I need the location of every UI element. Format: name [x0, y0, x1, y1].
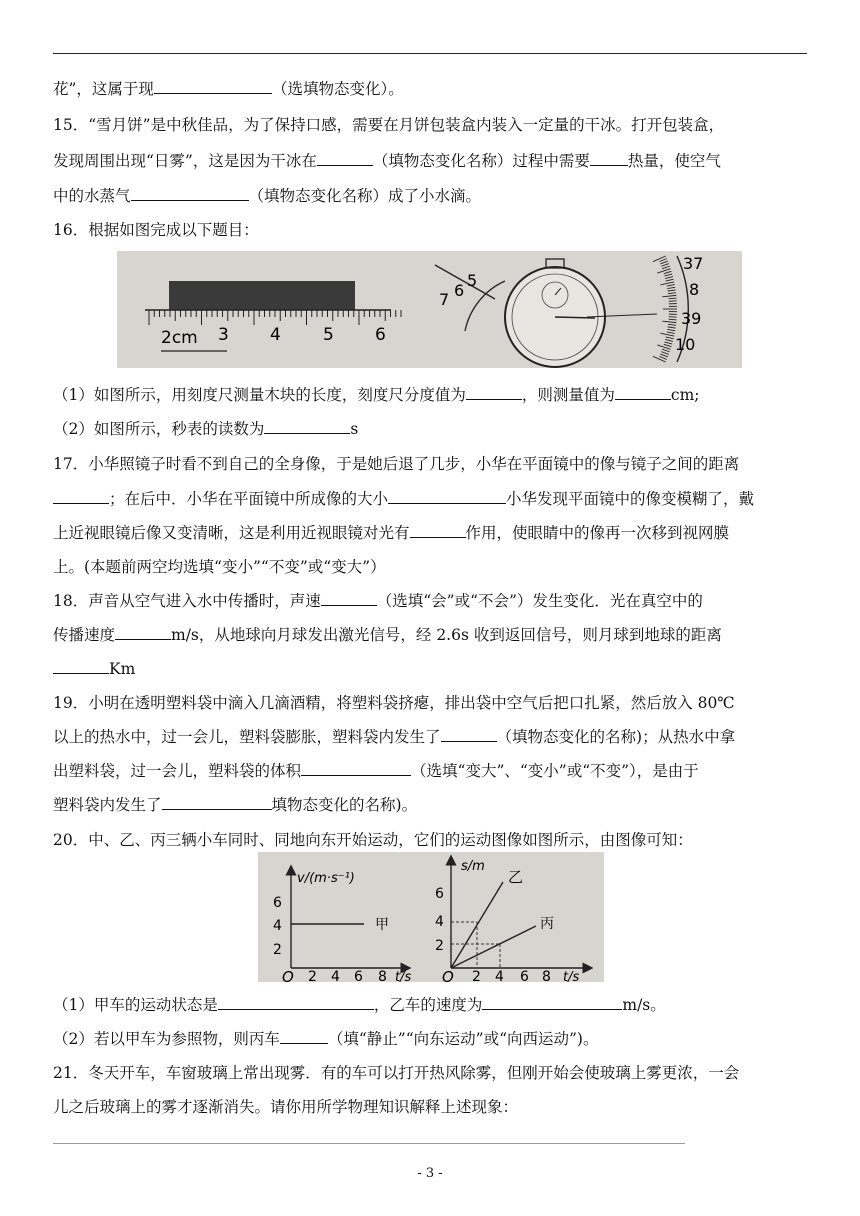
- vernier-ticks: [653, 256, 677, 362]
- vernier-tick: [668, 327, 676, 328]
- text-line: 传播速度 m/s，从地球向月球发出激光信号，经 2.6s 收到返回信号，则月球到地球的距离: [53, 626, 722, 644]
- vernier-tick: [662, 321, 676, 322]
- ruler-label: 2cm: [161, 328, 198, 348]
- vernier-tick: [669, 298, 677, 299]
- question-15: 15．“雪月饼”是中秋佳品，为了保持口感，需要在月饼包装盒内装入一定量的干冰。打开包装盒，: [53, 116, 725, 134]
- origin-label: O: [282, 968, 294, 982]
- vernier-tick: [662, 349, 670, 352]
- text-line: 发现周围出现“日雾”，这是因为干冰在 （填物态变化名称）过程中需要 热量，使空气: [53, 152, 721, 170]
- dial-label: 6: [454, 281, 465, 300]
- question-20-1: （1）甲车的运动状态是 ，乙车的速度为 m/s。: [53, 996, 666, 1014]
- x-tick: 6: [354, 969, 363, 982]
- text-line: 上近视眼镜后像又变清晰，这是利用近视眼镜对光有 作用，使眼睛中的像再一次移到视网膜: [53, 524, 730, 542]
- question-16-2: （2）如图所示，秒表的读数为 s: [53, 420, 359, 438]
- vernier-tick: [659, 258, 666, 261]
- vernier-label: 37: [683, 254, 704, 273]
- vernier-tick: [667, 329, 675, 330]
- vernier-tick: [668, 293, 676, 294]
- vernier-tick: [664, 274, 672, 276]
- vernier-tick: [660, 261, 667, 264]
- ruler-ticks: [149, 310, 401, 325]
- vernier-tick: [666, 279, 674, 281]
- answer-line: [53, 1143, 685, 1144]
- ruler-label: 3: [218, 325, 229, 345]
- x-tick: 8: [378, 969, 387, 982]
- dial-label: 7: [439, 290, 450, 309]
- text-line: 儿之后玻璃上的雾才逐渐消失。请你用所学物理知识解释上述现象：: [53, 1098, 519, 1116]
- question-16: 16．根据如图完成以下题目：: [53, 221, 259, 239]
- right-xlabel: t/s: [563, 970, 580, 982]
- vernier-tick: [667, 287, 675, 288]
- question-17: 17．小华照镜子时看不到自己的全身像，于是她后退了几步，小华在平面镜中的像与镜子之间的距离: [53, 455, 740, 473]
- question-18: 18．声音从空气进入水中传播时，声速 （选填“会”或“不会”）发生变化．光在真空中的: [53, 592, 703, 610]
- vernier-tick: [669, 319, 677, 320]
- vernier-tick: [659, 356, 666, 359]
- series-jia-label: 甲: [375, 917, 389, 933]
- y-tick: 6: [435, 886, 444, 902]
- figure-motion-graphs: [258, 852, 604, 982]
- page-number: - 3 -: [417, 1166, 443, 1181]
- text-line: ；在后中．小华在平面镜中所成像的大小 小华发现平面镜中的像变模糊了，戴: [53, 488, 754, 510]
- vernier-tick: [669, 301, 677, 302]
- vernier-tick: [665, 339, 673, 341]
- vernier-tick: [660, 354, 667, 357]
- y-tick: 6: [273, 895, 282, 911]
- text-line: Km: [53, 658, 135, 680]
- text-line: 花”，这属于现 （选填物态变化）。: [53, 80, 404, 98]
- text-line: 中的水蒸气 （填物态变化名称）成了小水滴。: [53, 187, 482, 205]
- left-ylabel: v/(m·s⁻¹): [297, 871, 355, 886]
- figure-ruler-stopwatch-vernier: [117, 251, 742, 368]
- question-20: 20．中、乙、丙三辆小车同时、同地向东开始运动，它们的运动图像如图所示，由图像可知：: [53, 831, 693, 849]
- x-tick: 2: [472, 969, 481, 982]
- vernier-tick: [669, 317, 677, 318]
- dial-label: 5: [467, 271, 478, 290]
- ruler-label: 5: [323, 325, 334, 345]
- vernier-tick: [664, 271, 672, 273]
- text-line: 出塑料袋，过一会儿，塑料袋的体积 （选填“变大”、“变小”或“不变”），是由于: [53, 762, 699, 780]
- series-bing-label: 丙: [540, 916, 554, 932]
- vernier-tick: [666, 337, 674, 339]
- vernier-tick: [662, 295, 676, 296]
- origin-label: O: [442, 968, 454, 982]
- x-tick: 2: [308, 969, 317, 982]
- text-line: 以上的热水中，过一会儿，塑料袋膨胀，塑料袋内发生了 （填物态变化的名称)；从热水中拿: [53, 728, 736, 746]
- wood-block: [169, 281, 355, 310]
- text-line: 上。(本题前两空均选填“变小”“不变”或“变大”）: [53, 558, 386, 576]
- vernier-tick: [664, 344, 672, 346]
- vernier-tick: [660, 333, 674, 336]
- vernier-tick: [653, 256, 666, 262]
- vernier-tick: [661, 352, 668, 355]
- text-line: 塑料袋内发生了 填物态变化的名称)。: [53, 796, 418, 814]
- y-tick: 2: [273, 942, 282, 958]
- vernier-tick: [661, 264, 668, 267]
- left-xlabel: t/s: [395, 970, 412, 982]
- vernier-tick: [662, 266, 670, 269]
- series-yi-label: 乙: [508, 868, 524, 886]
- x-tick: 6: [520, 969, 529, 982]
- vernier-tick: [667, 285, 675, 287]
- vernier-label: 39: [681, 309, 702, 328]
- vernier-label: 8: [689, 280, 700, 299]
- right-ylabel: s/m: [461, 859, 485, 874]
- vernier-tick: [653, 356, 666, 362]
- header-rule: [53, 53, 807, 54]
- vernier-tick: [664, 342, 672, 344]
- y-tick: 4: [435, 914, 444, 930]
- question-20-2: （2）若以甲车为参照物，则丙车 （填“静止”“向东运动”或“向西运动”)。: [53, 1030, 599, 1048]
- vernier-tick: [665, 277, 673, 279]
- vernier-tick: [667, 332, 675, 334]
- question-21: 21．冬天开车，车窗玻璃上常出现雾．有的车可以打开热风除雾，但刚开始会使玻璃上雾更浓，一会: [53, 1064, 740, 1082]
- vernier-tick: [660, 282, 674, 285]
- vernier-tick: [668, 324, 676, 325]
- vernier-tick: [668, 290, 676, 291]
- ruler-label: 6: [375, 325, 386, 345]
- y-tick: 2: [435, 938, 444, 954]
- ruler-label: 4: [270, 325, 281, 345]
- x-tick: 4: [495, 969, 504, 982]
- x-tick: 4: [331, 969, 340, 982]
- x-tick: 8: [542, 969, 551, 982]
- y-tick: 4: [273, 918, 282, 934]
- vernier-label: 10: [675, 335, 696, 354]
- question-16-1: （1）如图所示，用刻度尺测量木块的长度，刻度尺分度值为 ，则测量值为 cm;: [53, 386, 700, 404]
- question-19: 19．小明在透明塑料袋中滴入几滴酒精，将塑料袋挤瘪，排出袋中空气后把口扎紧，然后放入 80℃: [53, 694, 735, 712]
